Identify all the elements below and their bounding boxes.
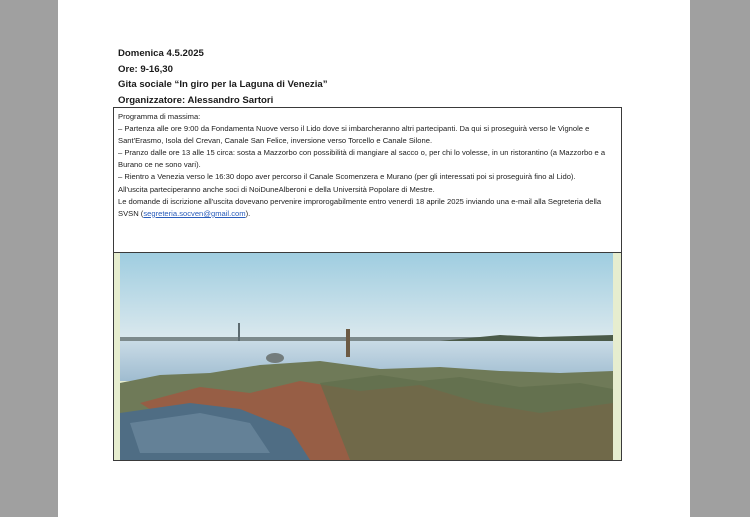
program-table bbox=[113, 107, 622, 461]
program-text-cell bbox=[114, 108, 621, 253]
shrubs bbox=[320, 375, 613, 460]
lagoon-landscape-image bbox=[120, 253, 613, 460]
lagoon-photo bbox=[114, 253, 621, 460]
distant-pole bbox=[238, 323, 240, 341]
signup-paragraph bbox=[118, 196, 617, 220]
document-page bbox=[58, 0, 690, 517]
event-time: Ore: 9-16,30 bbox=[118, 63, 173, 75]
signup-end: ). bbox=[245, 208, 251, 218]
event-header bbox=[118, 46, 638, 108]
email-link[interactable]: segreteria.socven@gmail.com bbox=[143, 208, 246, 218]
program-item: – Partenza alle ore 9:00 da Fondamenta Nuove verso il Lido dove si imbarcheranno altri partecipanti. Da qui si proseguirà verso le Vignole e Sant'Erasmo, Isola del Crevan, Canale San Felice, inversione verso Torcello e Canale Silone. bbox=[118, 124, 590, 146]
event-date: Domenica 4.5.2025 bbox=[118, 48, 204, 59]
pole bbox=[346, 329, 350, 357]
program-item: – Pranzo dalle ore 13 alle 15 circa: sosta a Mazzorbo con possibilità di mangiare al sacco o, per chi lo volesse, in un ristorantino (a Mazzorbo e a Burano ce ne sono vari). bbox=[118, 148, 606, 170]
program-item: All'uscita parteciperanno anche soci di NoiDuneAlberoni e della Università Popolare di Mestre. bbox=[118, 184, 435, 194]
signup-text: Le domande di iscrizione all'uscita dovevano pervenire improrogabilmente entro venerdì 18 aprile 2025 inviando una e-mail alla Segreteria della SVSN ( bbox=[118, 196, 602, 218]
sky bbox=[120, 253, 613, 341]
program-item: – Rientro a Venezia verso le 16:30 dopo aver percorso il Canale Scomenzera e Murano (per gli interessati poi si proseguirà fino al Lido). bbox=[118, 172, 576, 182]
program-heading: Programma di massima: bbox=[118, 112, 201, 121]
event-organizer: Organizzatore: Alessandro Sartori bbox=[118, 94, 274, 106]
event-title: Gita sociale “In giro per la Laguna di Venezia” bbox=[118, 79, 328, 91]
rock bbox=[266, 353, 284, 363]
